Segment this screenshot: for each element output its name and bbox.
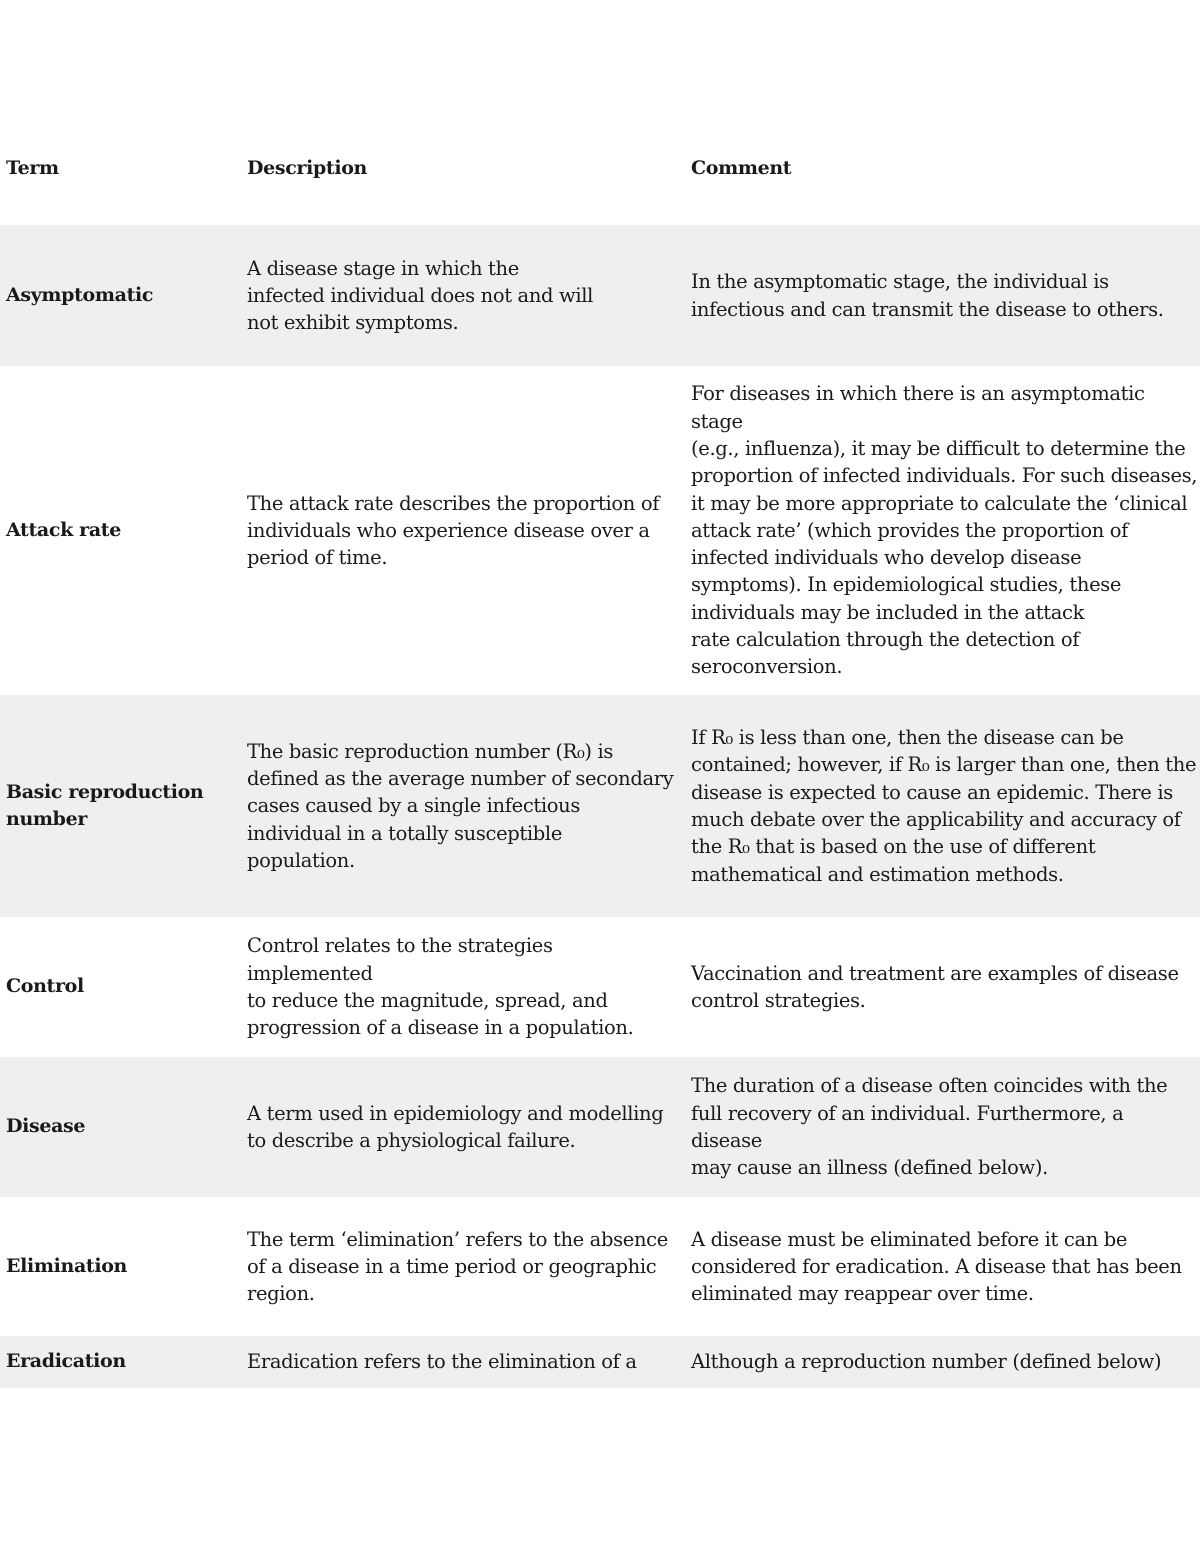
comment-cell: For diseases in which there is an asymptomatic stage (e.g., influenza), it may be difficult to determine the proportion of infected individuals. For such diseases, it may be more appropriate to calculate the ‘clinical attack rate’ (which provides the proportion of infected individuals who develop disease symptoms). In epidemiological studies, these individuals may be included in the attack rate calculation through the detection of seroconversion.: [691, 382, 1198, 679]
comment-cell: Vaccination and treatment are examples of disease control strategies.: [691, 961, 1179, 1012]
header-comment: Comment: [691, 156, 792, 179]
term-cell: Attack rate: [6, 518, 121, 541]
description-cell: The basic reproduction number (R₀) is defined as the average number of secondary cases caused by a single infectious individual in a totally susceptible population.: [247, 739, 674, 872]
description-cell: A disease stage in which the infected individual does not and will not exhibit symptoms.: [247, 256, 594, 335]
description-cell: The term ‘elimination’ refers to the absence of a disease in a time period or geographic region.: [247, 1227, 668, 1306]
description-cell: Eradication refers to the elimination of a: [247, 1350, 637, 1374]
table-row: [0, 225, 1200, 366]
table-row: [0, 366, 1200, 695]
header-description: Description: [247, 156, 367, 179]
term-cell: Basic reproduction number: [6, 780, 204, 830]
comment-cell: If R₀ is less than one, then the disease can be contained; however, if R₀ is larger than one, then the disease is expected to cause an epidemic. There is much debate over the applicability and accuracy of the R₀ that is based on the use of different mathematical and estimation methods.: [691, 726, 1197, 886]
term-cell: Disease: [6, 1115, 86, 1138]
header-term: Term: [6, 156, 59, 179]
comment-cell: Although a reproduction number (defined below): [691, 1350, 1162, 1374]
table-row: [0, 1336, 1200, 1388]
term-cell: Elimination: [6, 1254, 127, 1277]
glossary-table: [0, 112, 1200, 1388]
description-cell: Control relates to the strategies implemented to reduce the magnitude, spread, and progression of a disease in a population.: [247, 934, 634, 1040]
comment-cell: A disease must be eliminated before it can be considered for eradication. A disease that has been eliminated may reappear over time.: [691, 1227, 1182, 1306]
term-cell: Eradication: [6, 1350, 126, 1373]
table-header-row: [0, 112, 1200, 225]
description-cell: The attack rate describes the proportion of individuals who experience disease over a period of time.: [247, 491, 660, 570]
description-cell: A term used in epidemiology and modelling to describe a physiological failure.: [247, 1101, 664, 1152]
comment-cell: In the asymptomatic stage, the individual is infectious and can transmit the disease to others.: [691, 270, 1164, 321]
table-row: [0, 695, 1200, 917]
table-row: [0, 1197, 1200, 1336]
term-cell: Control: [6, 975, 84, 998]
table-row: [0, 1057, 1200, 1197]
table-row: [0, 917, 1200, 1057]
term-cell: Asymptomatic: [6, 283, 154, 306]
comment-cell: The duration of a disease often coincides with the full recovery of an individual. Furthermore, a disease may cause an illness (defined below).: [691, 1074, 1168, 1180]
